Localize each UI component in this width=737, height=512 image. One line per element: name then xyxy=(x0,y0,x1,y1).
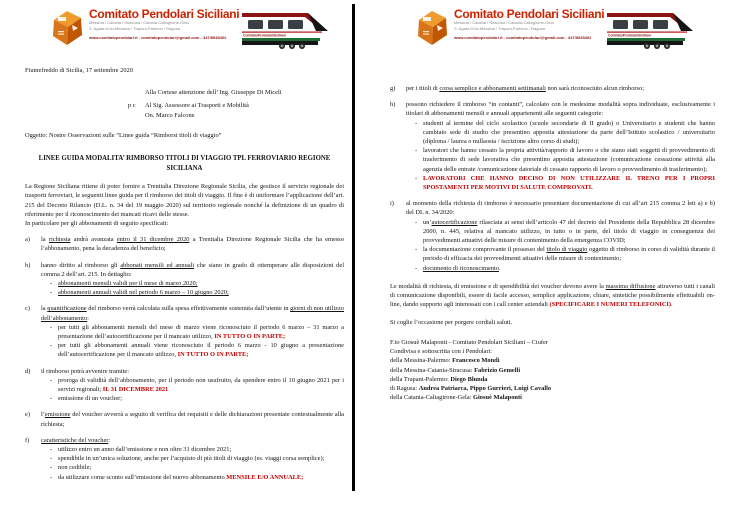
attention-line: Alla Cortese attenzione dell’ Ing. Giuseppe Di Miceli xyxy=(145,89,282,97)
text-run: hanno diritto al rimborso gli xyxy=(41,261,121,269)
list-item-b xyxy=(25,261,344,298)
text-run: il rimborso potrà avvenire tramite: xyxy=(41,367,130,375)
committee-cube-logo-icon xyxy=(416,9,450,49)
intro-paragraph xyxy=(25,182,344,219)
dash-marker: - xyxy=(50,280,53,288)
committee-cube-logo-icon xyxy=(51,9,85,49)
brand-routes-line1: Messina / Catania / Siracusa / Catania-Caltagirone-Gela xyxy=(89,20,189,25)
text-run: della Trapani-Palermo: xyxy=(390,375,451,383)
sub-bullet xyxy=(50,445,344,454)
text-run: Le modalità di richiesta, di emissione e di spendibilità dei voucher devono avere la xyxy=(390,282,606,290)
text-run: lavoratori che hanno cessato la propria attività/rapporto di lavoro o che siano stati soggetti di provvedimento di trasferimento di sede lavorativa che presentino apposita attestazione (comunicazione cessazione attività alla agenzia delle entrate /comunicazione datoriale di cessato rapporto di lavoro o provvedimento di trasferimento); xyxy=(423,147,715,173)
text-run: possono richiedere il rimborso “in contanti”, calcolato con le medesime modalità sopra individuate, esclusivamente i titolari di abbonamenti mensili e annuali appartenenti alle seguenti categorie: xyxy=(406,101,715,118)
signature-line: F.to Giosuè Malaponti - Comitato Pendolari Siciliani – Ciufer xyxy=(390,338,548,346)
letterhead-text xyxy=(454,8,604,40)
dash-marker: - xyxy=(415,119,418,127)
signature-line xyxy=(390,393,715,402)
text-run: documento di riconoscimento xyxy=(423,264,499,272)
dash-marker: - xyxy=(50,464,53,472)
item-text xyxy=(406,84,715,93)
date-line: Fiumefreddo di Sicilia, 17 settembre 2020 xyxy=(25,67,133,74)
text-run: La Regione Siciliana ritiene di poter fornire a Trenitalia Direzione Regionale Sicilia, che gestisce il servizio regionale dei trasporti ferroviari, le seguenti linee guida per il rimborso dei titoli di viaggio. Il fine è di uniformare l’applicazione dell’art. 215 del Decreto Rilancio (D.L. n. 34 del 19 maggio 2020) sul territorio regionale nonché la definizione di un quadro di riferimento per il riconoscimento dei mancati ricavi delle stesse. xyxy=(25,183,344,218)
item-text xyxy=(406,199,715,273)
text-run: emissione di un voucher; xyxy=(58,395,123,403)
document-title: LINEE GUIDA MODALITA’ RIMBORSO TITOLI DI VIAGGIO TPL FERROVIARIO REGIONE SICILIANA xyxy=(38,155,331,172)
text-run: rilasciata ai sensi dell’articolo 47 del decreto del Presidente della Repubblica 28 dicembre 2000, n. 445, relativa al mancato utilizzo, in tutto o in parte, del titolo di viaggio in conseguenza dei provvedimenti attuativi delle misure di contenimento della emergenza COVID; xyxy=(423,218,715,245)
item-text xyxy=(41,261,344,298)
text-run: oggetto di rimborso in corso di validità durante il periodo di efficacia dei provvedimenti attuativi delle misure di contenimento; xyxy=(423,246,716,263)
sub-bullet xyxy=(415,146,715,174)
dash-marker: - xyxy=(50,289,53,297)
dash-marker: - xyxy=(415,246,418,254)
brand-contact-line: www.comitatopendolari.it - comitatopendolari@gmail.com - 347/8545402 xyxy=(89,35,227,41)
sub-bullet xyxy=(50,323,344,341)
sub-bullet xyxy=(50,341,344,359)
brand-title: Comitato Pendolari Siciliani xyxy=(89,7,240,21)
dash-marker: - xyxy=(50,446,53,454)
signature-line xyxy=(390,384,715,393)
text-run: attraverso tutti i canali di comunicazione disponibili, essere di facile accesso, semplice applicazione, chiare, sintetiche possibilmente effettuabili on-line, dando supporto agli interessati con i call center aziendali xyxy=(390,282,715,309)
text-run: (SPECIFICARE I NUMERI TELEFONICI) xyxy=(549,301,672,309)
item-label: c) xyxy=(25,305,30,313)
list-item-g xyxy=(390,84,715,93)
item-text xyxy=(41,367,344,404)
text-run: abbonamenti annuali validi nel periodo 6 marzo – 10 giugno 2020; xyxy=(58,289,229,297)
text-run: della Messina-Catania-Siracusa: xyxy=(390,366,475,374)
item-text xyxy=(406,100,715,192)
text-run: spendibile in un’unica soluzione, anche per l’acquisto di più titoli di viaggio (es. viaggi corsa semplice); xyxy=(58,455,325,463)
text-run: andrà avanzata xyxy=(70,236,117,244)
text-run: MENSILE E/O ANNUALE; xyxy=(226,473,304,481)
dash-marker: - xyxy=(50,376,53,384)
text-run: IN TUTTO O IN PARTE; xyxy=(177,351,249,359)
sub-bullet xyxy=(50,473,344,482)
text-run: IN TUTTO O IN PARTE; xyxy=(214,333,286,341)
text-run: per tutti gli abbonamenti annuali viene riconosciuto il periodo 6 marzo - 10 giugno a presentazione dell’autocertificazione per il mancato utilizzo, xyxy=(58,342,344,359)
text-run: proroga di validità dell’abbonamento, per il periodo non usufruito, da spendere entro il 10 giugno 2021 per i servizi regionali; xyxy=(58,376,344,394)
text-run: massima diffusione xyxy=(605,282,656,290)
text-run: corsa semplice e abbonamenti settimanali xyxy=(439,85,546,92)
text-run: emissione xyxy=(44,411,71,419)
signature-block xyxy=(390,338,715,403)
dash-marker: - xyxy=(50,473,53,481)
text-run: IL 31 DICEMBRE 2021 xyxy=(102,386,169,394)
brand-routes-line2: S. Agata M.llo-Messina / Trapani-Palermo / Ragusa xyxy=(89,25,180,31)
text-run: Fabrizio Gemelli xyxy=(474,366,521,374)
text-run: del rimborso verrà calcolata sulla spesa effettivamente sostenuta dall’utente in xyxy=(86,305,291,313)
cc-marker: p c xyxy=(128,102,136,110)
text-run: di Ragusa: xyxy=(390,385,419,393)
addressee-role: Al Sig. Assessore ai Trasporti e Mobilità xyxy=(145,102,249,110)
brand-routes-line2: S. Agata M.llo-Messina / Trapani-Palermo / Ragusa xyxy=(454,25,545,31)
text-run: la xyxy=(41,236,49,244)
sub-bullet xyxy=(50,376,344,394)
sub-bullet xyxy=(50,463,344,472)
text-run: titolo di viaggio xyxy=(546,246,588,254)
text-run: a Trenitalia Direzione Regionale Sicilia che ha emesso l’abbonamento, pena la decadenza del beneficio; xyxy=(41,236,344,253)
item-text xyxy=(41,410,344,428)
dash-marker: - xyxy=(415,147,418,155)
text-run: l’ xyxy=(41,411,45,419)
text-run: che siano in grado di ottemperare alle disposizioni del comma 2 dell’art. 215. In dettaglio: xyxy=(41,261,344,278)
addressee-lines xyxy=(145,101,249,119)
text-run: la xyxy=(41,305,48,313)
text-run: : xyxy=(108,436,111,444)
item-label: f) xyxy=(25,436,30,444)
text-run: un’ xyxy=(423,218,432,226)
dash-marker: - xyxy=(50,323,53,331)
dash-marker: - xyxy=(50,395,53,403)
text-run: per tutti gli abbonamenti mensili del mese di marzo viene riconosciuto il periodo 6 marzo – 31 marzo a presentazione dell’autocertificazione per il mancato utilizzo, xyxy=(58,323,344,341)
text-run: caratteristiche del voucher xyxy=(41,436,109,444)
brand-title: Comitato Pendolari Siciliani xyxy=(454,7,605,21)
brand-routes-line1: Messina / Catania / Siracusa / Catania-Caltagirone-Gela xyxy=(454,20,554,25)
signature-line: Condivisa e sottoscritta con i Pendolari: xyxy=(390,347,493,355)
text-run: non cedibile; xyxy=(58,464,92,472)
letter-page-1 xyxy=(0,0,368,512)
dash-marker: - xyxy=(415,218,418,226)
letterhead xyxy=(416,8,715,50)
signature-line xyxy=(390,366,715,375)
text-run: per i titoli di xyxy=(406,85,440,92)
text-run: : xyxy=(87,314,89,322)
sub-bullet xyxy=(50,279,344,288)
text-run: da utilizzare come sconto sull’emissione del nuovo abbonamento xyxy=(58,473,227,481)
svg-text:ComitatoPendolariSiciliani: ComitatoPendolariSiciliani xyxy=(608,33,652,38)
letterhead-text xyxy=(89,8,239,40)
list-item-f xyxy=(25,436,344,482)
sub-bullet xyxy=(50,454,344,463)
item-label: g) xyxy=(390,85,396,92)
dash-marker: - xyxy=(415,174,418,182)
text-run: . xyxy=(671,301,673,309)
item-label: a) xyxy=(25,236,30,244)
subject-line: Oggetto: Nostre Osservazioni sulle “Linee guida “Rimborsi titoli di viaggio” xyxy=(25,131,222,139)
text-run: entro il 31 dicembre 2020 xyxy=(116,236,190,244)
item-text xyxy=(41,304,344,359)
cc-row xyxy=(128,101,344,119)
sub-bullet xyxy=(50,288,344,297)
addressee-name: On. Marco Falcone xyxy=(145,111,195,119)
text-run: studenti al termine del ciclo scolastico (scuole secondarie di II grado) o Universitario e studenti che hanno cambiato sede di studio che presentino apposita attestazione da parte dell’Istituto scolastico / universitario (diploma / laurea o nullaosta / iscrizione altro corso di studi); xyxy=(423,119,715,146)
text-run: quantificazione xyxy=(47,305,87,313)
brand-contact-line: www.comitatopendolari.it - comitatopendolari@gmail.com - 347/8545402 xyxy=(454,35,592,41)
item-label: d) xyxy=(25,367,31,375)
letterhead xyxy=(51,8,344,50)
text-run: giorni di non utilizzo dell’abbonamento xyxy=(41,305,344,322)
train-logo-icon xyxy=(607,10,695,50)
text-run: la documentazione comprovante il possesso del xyxy=(423,246,547,254)
list-item-h xyxy=(390,100,715,192)
signature-line xyxy=(390,356,715,365)
sub-bullet xyxy=(415,174,715,192)
signature-line xyxy=(390,375,715,384)
sub-bullet xyxy=(415,119,715,147)
svg-text:ComitatoPendolariSiciliani: ComitatoPendolariSiciliani xyxy=(243,33,287,38)
text-run: Andrea Patriarca, Pippo Gurrieri, Luigi Cavallo xyxy=(418,385,552,393)
sub-bullet xyxy=(50,394,344,403)
addressee-block xyxy=(128,88,344,120)
train-logo-icon xyxy=(242,10,330,50)
intro-lead-line: In particolare per gli abbonamenti di seguito specificati: xyxy=(25,220,169,228)
text-run: utilizzo entro un anno dall’emissione e non oltre 31 dicembre 2021; xyxy=(58,446,232,454)
text-run: della Messina-Palermo: xyxy=(390,357,453,365)
closing-paragraph xyxy=(390,282,715,310)
salutation-line: Si coglie l’occasione per porgere cordiali saluti. xyxy=(390,319,513,327)
text-run: LAVORATORI CHE HANNO DECISO DI NON UTILIZZARE IL TRENO PER I PROPRI SPOSTAMENTI PER MOTIVI DI SALUTE COMPROVATI. xyxy=(423,174,715,192)
item-label: i) xyxy=(390,200,394,208)
dash-marker: - xyxy=(50,455,53,463)
text-run: abbonati mensili ed annuali xyxy=(120,261,195,269)
dash-marker: - xyxy=(415,264,418,272)
item-label: e) xyxy=(25,411,30,419)
sub-bullet xyxy=(415,245,715,263)
item-label: h) xyxy=(390,101,396,109)
text-run: autocertificazione xyxy=(431,218,478,226)
text-run: non sarà riconosciuto alcun rimborso; xyxy=(545,85,645,92)
list-item-a xyxy=(25,235,344,253)
text-run: Giosuè Malaponti xyxy=(473,394,522,402)
text-run: del voucher avverrà a seguito di verifica dei requisiti e delle dichiarazioni presentate contestualmente alla richiesta; xyxy=(41,411,344,428)
dash-marker: - xyxy=(50,342,53,350)
sub-bullet xyxy=(415,264,715,273)
text-run: Francesco Mondì xyxy=(452,357,500,365)
list-item-d xyxy=(25,367,344,404)
text-run: Diego Blunda xyxy=(450,375,488,383)
list-item-e xyxy=(25,410,344,428)
item-label: b) xyxy=(25,261,31,269)
item-text xyxy=(41,235,344,253)
page-edge-scan-bar xyxy=(352,4,355,491)
text-run: al momento della richiesta di rimborso è necessario presentare documentazione di cui all’art 215 comma 2 lett a) e b) del DL n. 34/2020: xyxy=(406,200,715,217)
list-item-i xyxy=(390,199,715,273)
text-run: . xyxy=(498,264,501,272)
text-run: richiesta xyxy=(48,236,71,244)
letter-page-2 xyxy=(369,0,737,512)
text-run: abbonamenti mensili validi per il mese di marzo 2020; xyxy=(58,280,198,288)
text-run: della Catania-Caltagirone-Gela: xyxy=(390,394,474,402)
list-item-c xyxy=(25,304,344,359)
sub-bullet xyxy=(415,218,715,246)
item-text xyxy=(41,436,344,482)
